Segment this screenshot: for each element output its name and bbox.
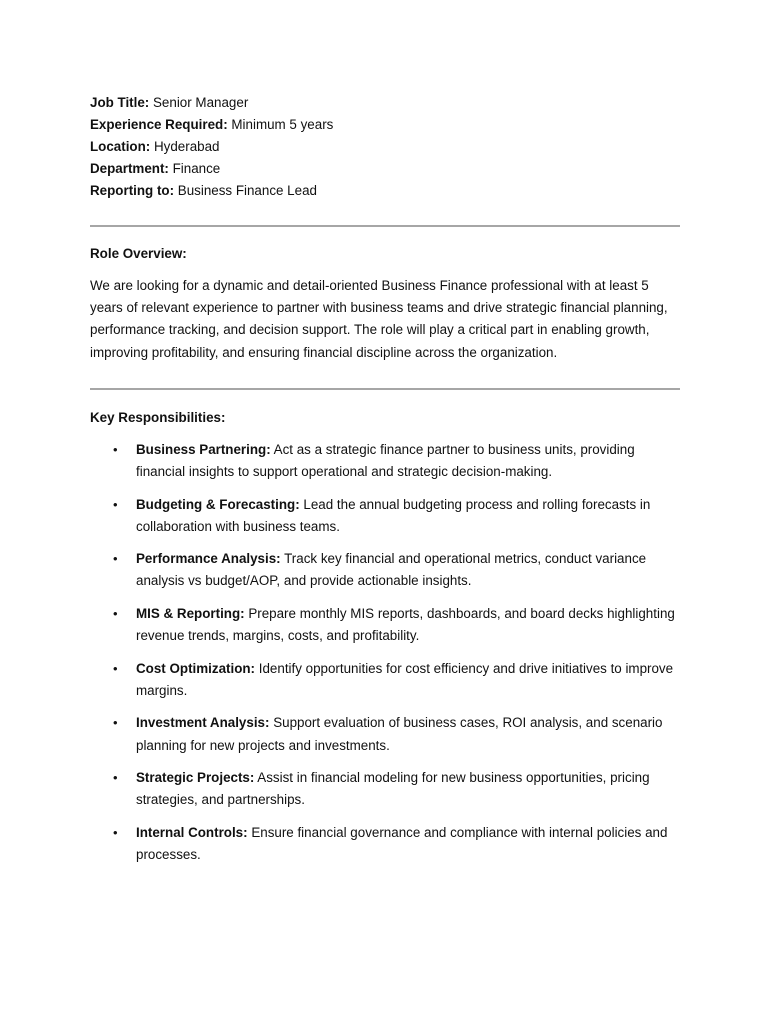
- list-item: [90, 494, 680, 538]
- item-text: Identify opportunities for cost efficiency and drive initiatives to improve margins.: [136, 660, 674, 698]
- location-line: [90, 136, 680, 158]
- section-divider: [90, 225, 680, 227]
- key-responsibilities-heading: Key Responsibilities:: [90, 409, 226, 425]
- bullet-icon: •: [113, 715, 118, 731]
- item-title: MIS & Reporting:: [136, 605, 245, 621]
- item-title: Business Partnering:: [136, 441, 271, 457]
- list-item: [90, 822, 680, 866]
- responsibilities-list: [90, 439, 680, 866]
- item-title: Cost Optimization:: [136, 660, 256, 676]
- bullet-icon: •: [113, 551, 118, 567]
- location-label: Location:: [90, 139, 151, 154]
- location-value: Hyderabad: [150, 139, 220, 154]
- item-title: Performance Analysis:: [136, 551, 281, 567]
- department-label: Department:: [90, 161, 169, 176]
- experience-line: [90, 114, 680, 136]
- bullet-icon: •: [113, 496, 118, 512]
- item-title: Strategic Projects:: [136, 770, 255, 786]
- department-line: [90, 158, 680, 180]
- item-title: Budgeting & Forecasting:: [136, 496, 300, 512]
- list-item: [90, 548, 680, 592]
- item-text: Prepare monthly MIS reports, dashboards, and board decks highlighting revenue trends, margins, costs, and profitability.: [136, 605, 675, 644]
- job-title-value: Senior Manager: [149, 95, 249, 110]
- item-title: Investment Analysis:: [136, 715, 270, 731]
- item-text: Support evaluation of business cases, ROI analysis, and scenario planning for new projects and investments.: [136, 715, 663, 753]
- job-description-document: [90, 92, 680, 876]
- role-overview-heading: Role Overview:: [90, 246, 187, 261]
- bullet-icon: •: [113, 441, 118, 457]
- department-value: Finance: [168, 161, 221, 176]
- list-item: [90, 439, 680, 483]
- section-divider: [90, 388, 680, 390]
- bullet-icon: •: [113, 770, 118, 786]
- item-text: Track key financial and operational metrics, conduct variance analysis vs budget/AOP, and provide actionable insights.: [136, 551, 647, 589]
- item-title: Internal Controls:: [136, 824, 248, 840]
- list-item: [90, 712, 680, 756]
- reporting-line: [90, 180, 680, 202]
- item-text: Act as a strategic finance partner to business units, providing financial insights to support operational and strategic decision-making.: [136, 441, 635, 480]
- item-text: Ensure financial governance and compliance with internal policies and processes.: [136, 824, 668, 862]
- bullet-icon: •: [113, 660, 118, 676]
- experience-value: Minimum 5 years: [227, 117, 334, 132]
- list-item: [90, 603, 680, 647]
- item-text: Lead the annual budgeting process and rolling forecasts in collaboration with business teams.: [136, 496, 651, 534]
- reporting-value: Business Finance Lead: [174, 183, 317, 198]
- experience-label: Experience Required:: [90, 117, 228, 132]
- item-text: Assist in financial modeling for new business opportunities, pricing strategies, and partnerships.: [136, 770, 650, 808]
- role-overview-text: We are looking for a dynamic and detail-oriented Business Finance professional with at least 5 years of relevant experience to partner with business teams and drive strategic financial planning, performance tracking, and decision support. The role will play a critical part in enabling growth, improving profitability, and ensuring financial discipline across the organization.: [90, 278, 668, 360]
- bullet-icon: •: [113, 605, 118, 621]
- job-meta-block: [90, 92, 680, 202]
- bullet-icon: •: [113, 824, 118, 840]
- reporting-label: Reporting to:: [90, 183, 175, 198]
- job-title-label: Job Title:: [90, 95, 150, 110]
- list-item: [90, 658, 680, 702]
- list-item: [90, 767, 680, 811]
- job-title-line: [90, 92, 680, 114]
